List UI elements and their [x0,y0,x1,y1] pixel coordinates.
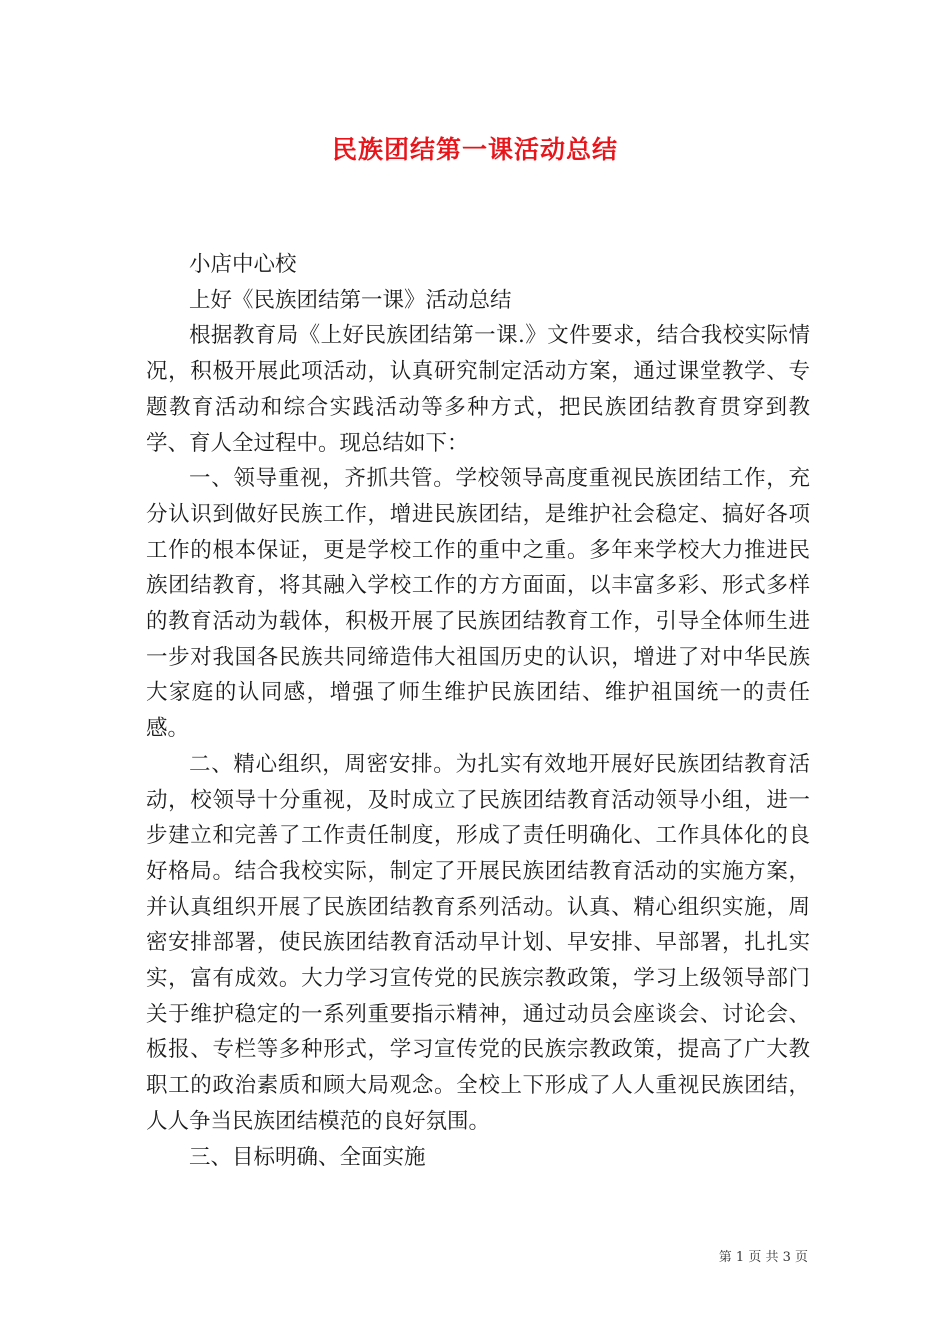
school-name: 小店中心校 [189,252,297,277]
subtitle-line: 上好《民族团结第一课》活动总结 [189,287,512,313]
document-body [146,247,810,1175]
section-heading: 三、目标明确、全面实施 [189,1144,426,1170]
page-number: 第 1 页 共 3 页 [718,1250,808,1265]
document-title: 民族团结第一课活动总结 [331,135,618,164]
body-paragraph: 根据教育局《上好民族团结第一课.》文件要求，结合我校实际情况，积极开展此项活动，认真研究制定活动方案，通过课堂教学、专题教育活动和综合实践活动等多种方式，把民族团结教育贯穿到教学、育人全过程中。现总结如下： [146,323,810,456]
body-paragraph: 二、精心组织，周密安排。为扎实有效地开展好民族团结教育活动，校领导十分重视，及时成立了民族团结教育活动领导小组，进一步建立和完善了工作责任制度，形成了责任明确化、工作具体化的良好格局。结合我校实际，制定了开展民族团结教育活动的实施方案，并认真组织开展了民族团结教育系列活动。认真、精心组织实施，周密安排部署，使民族团结教育活动早计划、早安排、早部署，扎扎实实，富有成效。大力学习宣传党的民族宗教政策，学习上级领导部门关于维护稳定的一系列重要指示精神，通过动员会座谈会、讨论会、板报、专栏等多种形式，学习宣传党的民族宗教政策，提高了广大教职工的政治素质和顾大局观念。全校上下形成了人人重视民族团结，人人争当民族团结模范的良好氛围。 [146,751,810,1134]
body-paragraph: 一、领导重视，齐抓共管。学校领导高度重视民族团结工作，充分认识到做好民族工作，增进民族团结，是维护社会稳定、搞好各项工作的根本保证，更是学校工作的重中之重。多年来学校大力推进民族团结教育，将其融入学校工作的方方面面，以丰富多彩、形式多样的教育活动为载体，积极开展了民族团结教育工作，引导全体师生进一步对我国各民族共同缔造伟大祖国历史的认识，增进了对中华民族大家庭的认同感，增强了师生维护民族团结、维护祖国统一的责任感。 [146,466,810,742]
